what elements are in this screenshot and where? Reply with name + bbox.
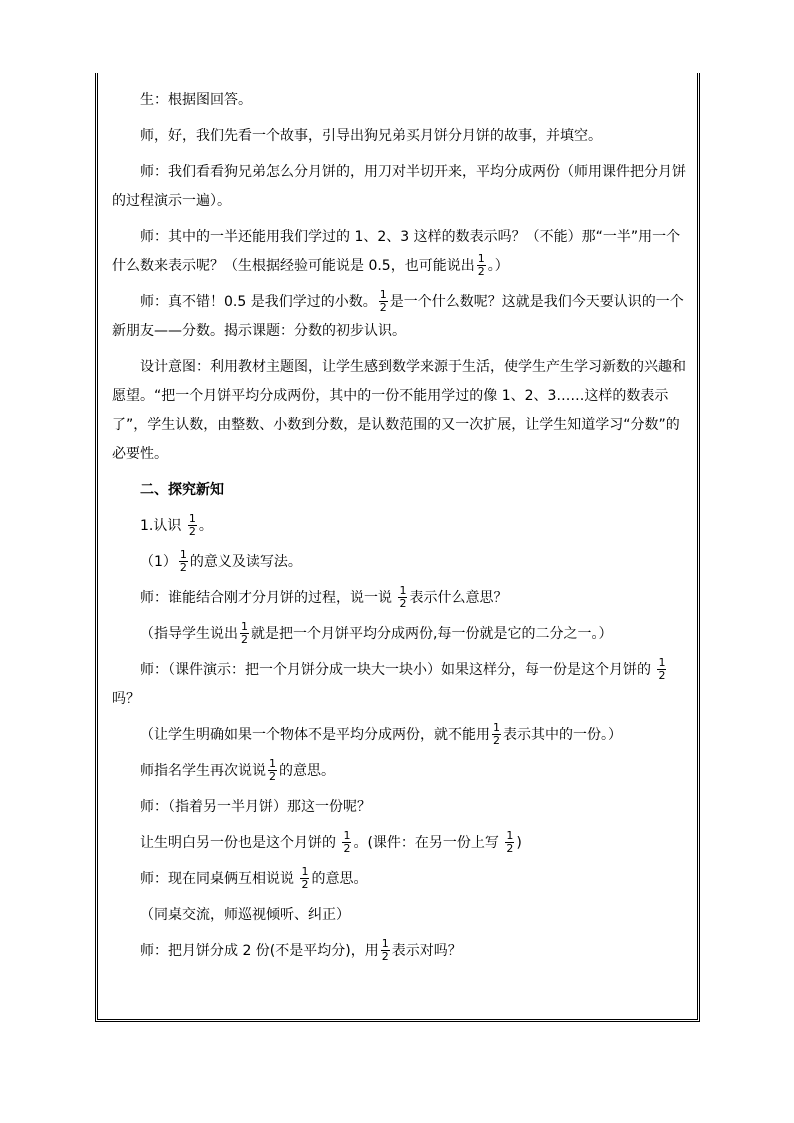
text: 设计意图：利用教材主题图，让学生感到数学来源于生活，使学生产生学习新数的兴趣和愿望。“把一个月饼平均分成两份，其中的一份不能用学过的像 1、2、3……这样的数表示了”，学生认数，由整数、小数到分数，是认数范围的又一次扩展，让学生知道学习“分数”的必要性。 — [112, 359, 686, 462]
text: 师：（课件演示：把一个月饼分成一块大一块小）如果这样分，每一份是这个月饼的 — [140, 662, 656, 678]
paragraph — [112, 721, 690, 750]
paragraph — [112, 223, 690, 281]
text: 是一个什么数呢？这就是我们今天要认识的一个新朋友——分数。揭示课题：分数的初步认识。 — [112, 294, 684, 339]
text: （让学生明确如果一个物体不是平均分成两份，就不能用 — [140, 727, 490, 743]
paragraph — [112, 288, 690, 346]
denominator: 2 — [301, 877, 309, 891]
denominator: 2 — [493, 733, 500, 747]
text: 表示什么意思？ — [409, 590, 508, 606]
numerator: 1 — [493, 720, 500, 734]
section-heading — [112, 476, 690, 505]
denominator: 2 — [188, 524, 196, 538]
paragraph — [112, 829, 690, 858]
numerator: 1 — [179, 547, 187, 561]
numerator: 1 — [301, 864, 309, 878]
text: 的意思。 — [311, 871, 368, 887]
paragraph — [112, 548, 690, 577]
text: 的意义及读写法。 — [189, 554, 302, 570]
text: 师指名学生再次说说 — [140, 763, 266, 779]
numerator: 1 — [477, 251, 485, 265]
denominator: 2 — [269, 769, 276, 783]
text: 吗？ — [112, 691, 140, 707]
numerator: 1 — [188, 511, 196, 525]
denominator: 2 — [658, 668, 666, 682]
text: 让生明白另一份也是这个月饼的 — [140, 835, 341, 851]
text: 。） — [487, 258, 509, 274]
text: 的意思。 — [279, 763, 335, 779]
text: 二、探究新知 — [140, 482, 224, 498]
paragraph — [112, 757, 690, 786]
fraction-one-half — [240, 621, 249, 646]
fraction-one-half — [398, 585, 407, 610]
numerator: 1 — [379, 287, 387, 301]
text: 表示对吗？ — [391, 943, 462, 959]
text: 师：现在同桌俩互相说说 — [140, 871, 299, 887]
text: 师：谁能结合刚才分月饼的过程，说一说 — [140, 590, 397, 606]
numerator: 1 — [399, 583, 407, 597]
fraction-one-half — [505, 830, 514, 855]
text: 。 — [198, 518, 213, 534]
text: 师：把月饼分成 2 份(不是平均分)，用 — [140, 943, 379, 959]
text: 1.认识 — [140, 518, 186, 534]
design-intent-paragraph — [112, 353, 690, 469]
paragraph — [112, 158, 690, 216]
text: 师：（指着另一半月饼）那这一份呢？ — [140, 799, 371, 815]
text: （指导学生说出 — [140, 626, 238, 642]
paragraph — [112, 656, 690, 714]
paragraph — [112, 793, 690, 822]
fraction-one-half — [188, 513, 197, 538]
numerator: 1 — [381, 936, 389, 950]
denominator: 2 — [506, 841, 514, 855]
numerator: 1 — [269, 756, 276, 770]
fraction-one-half — [268, 758, 277, 783]
paragraph — [112, 122, 690, 151]
text: 师：真不错！0.5 是我们学过的小数。 — [140, 294, 377, 310]
fraction-one-half — [477, 253, 486, 278]
fraction-one-half — [300, 866, 309, 891]
paragraph — [112, 937, 690, 966]
paragraph — [112, 86, 690, 115]
denominator: 2 — [179, 560, 187, 574]
numerator: 1 — [241, 619, 248, 633]
fraction-one-half — [381, 938, 390, 963]
paragraph — [112, 620, 690, 649]
denominator: 2 — [477, 264, 485, 278]
denominator: 2 — [343, 841, 351, 855]
denominator: 2 — [399, 596, 407, 610]
fraction-one-half — [492, 722, 501, 747]
denominator: 2 — [379, 300, 387, 314]
denominator: 2 — [241, 632, 248, 646]
text: （同桌交流，师巡视倾听、纠正） — [140, 907, 350, 923]
paragraph — [112, 512, 690, 541]
fraction-one-half — [657, 657, 666, 682]
text: （1） — [140, 554, 177, 570]
text: 。(课件：在另一份上写 — [353, 835, 504, 851]
text: 师：其中的一半还能用我们学过的 1、2、3 这样的数表示吗？（不能）那“一半”用一个什么数来表示呢？（生根据经验可能说是 0.5，也可能说出 — [112, 229, 681, 274]
numerator: 1 — [658, 655, 666, 669]
text: ) — [516, 835, 522, 851]
fraction-one-half — [342, 830, 351, 855]
paragraph — [112, 901, 690, 930]
text: 生：根据图回答。 — [140, 92, 252, 108]
lesson-content — [112, 86, 690, 966]
paragraph — [112, 584, 690, 613]
fraction-one-half — [379, 289, 388, 314]
denominator: 2 — [381, 949, 389, 963]
text: 师：我们看看狗兄弟怎么分月饼的，用刀对半切开来，平均分成两份（师用课件把分月饼的过程演示一遍）。 — [112, 164, 686, 209]
fraction-one-half — [179, 549, 188, 574]
numerator: 1 — [343, 828, 351, 842]
paragraph — [112, 865, 690, 894]
numerator: 1 — [506, 828, 514, 842]
text: 表示其中的一份。） — [503, 727, 622, 743]
text: 就是把一个月饼平均分成两份,每一份就是它的二分之一。） — [251, 626, 613, 642]
text: 师，好，我们先看一个故事，引导出狗兄弟买月饼分月饼的故事，并填空。 — [140, 128, 602, 144]
